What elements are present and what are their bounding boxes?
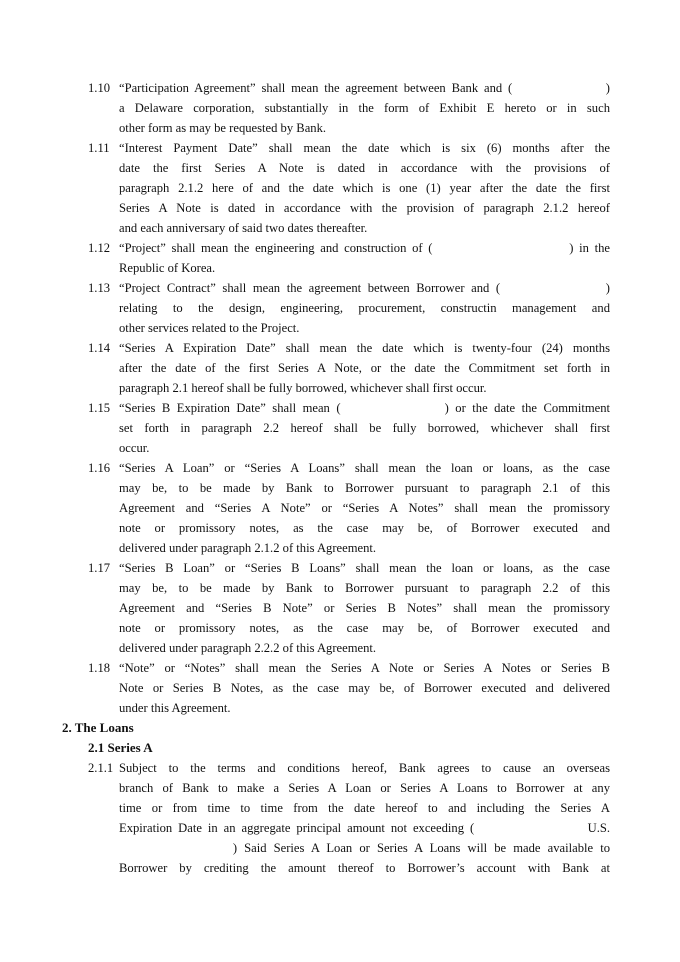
- definition-1-18-line: Note or Series B Notes, as the case may be, of Borrower executed and delivered: [119, 681, 610, 695]
- definition-1-13-line: relating to the design, engineering, procurement, constructin management and: [119, 301, 610, 315]
- definition-1-16-line: note or promissory notes, as the case may be, of Borrower executed and: [119, 521, 610, 535]
- definition-1-14-line: after the date of the first Series A Note, or the date the Commitment set forth in: [119, 361, 610, 375]
- definition-1-16-line: may be, to be made by Bank to Borrower pursuant to paragraph 2.1 of this: [119, 481, 610, 495]
- definition-1-15-number: 1.15: [88, 401, 111, 415]
- definition-1-13-number: 1.13: [88, 281, 111, 295]
- definition-1-11-number: 1.11: [88, 141, 110, 155]
- definition-1-17-line: Agreement and “Series B Note” or Series B Notes” shall mean the promissory: [119, 601, 610, 615]
- clause-2-1-1-line: Borrower by crediting the amount thereof to Borrower’s account with Bank at: [119, 861, 610, 875]
- definition-1-17-line: note or promissory notes, as the case may be, of Borrower executed and: [119, 621, 610, 635]
- definition-1-13-line: other services related to the Project.: [119, 321, 300, 335]
- definition-1-11-line: Series A Note is dated in accordance with the provision of paragraph 2.1.2 hereof: [119, 201, 610, 215]
- definition-1-11-line: date the first Series A Note is dated in accordance with the provisions of: [119, 161, 610, 175]
- definition-1-11-line: paragraph 2.1.2 here of and the date which is one (1) year after the date the first: [119, 181, 610, 195]
- definition-1-10-line: “Participation Agreement” shall mean the agreement between Bank and ( ): [119, 81, 610, 95]
- definition-1-13-line: “Project Contract” shall mean the agreement between Borrower and ( ): [119, 281, 610, 295]
- section-heading: 2. The Loans: [62, 720, 134, 735]
- definition-1-14-line: paragraph 2.1 hereof shall be fully borrowed, whichever shall first occur.: [119, 381, 487, 395]
- definition-1-10-line: a Delaware corporation, substantially in the form of Exhibit E hereto or in such: [119, 101, 610, 115]
- clause-2-1-1-line: time or from time to time from the date hereof to and including the Series A: [119, 801, 610, 815]
- definition-1-16-line: Agreement and “Series A Note” or “Series A Notes” shall mean the promissory: [119, 501, 610, 515]
- definition-1-15-line: set forth in paragraph 2.2 hereof shall be fully borrowed, whichever shall first: [119, 421, 610, 435]
- definition-1-10-line: other form as may be requested by Bank.: [119, 121, 327, 135]
- definition-1-17-number: 1.17: [88, 561, 111, 575]
- definition-1-15-line: “Series B Expiration Date” shall mean ( ) or the date the Commitment: [119, 401, 610, 415]
- clause-2-1-1-line: ) Said Series A Loan or Series A Loans will be made available to: [119, 841, 610, 855]
- clause-2-1-1-line: branch of Bank to make a Series A Loan or Series A Loans to Borrower at any: [119, 781, 610, 795]
- definition-1-17-line: delivered under paragraph 2.2.2 of this Agreement.: [119, 641, 377, 655]
- definition-1-12-line: Republic of Korea.: [119, 261, 216, 275]
- definition-1-16-number: 1.16: [88, 461, 111, 475]
- definition-1-16-line: “Series A Loan” or “Series A Loans” shall mean the loan or loans, as the case: [119, 461, 610, 475]
- definition-1-18-number: 1.18: [88, 661, 111, 675]
- definition-1-15-line: occur.: [119, 441, 150, 455]
- clause-2-1-1-line: Subject to the terms and conditions hereof, Bank agrees to cause an overseas: [119, 761, 610, 775]
- definition-1-14-number: 1.14: [88, 341, 111, 355]
- definition-1-17-line: “Series B Loan” or “Series B Loans” shall mean the loan or loans, as the case: [119, 561, 610, 575]
- definition-1-11-line: and each anniversary of said two dates thereafter.: [119, 221, 368, 235]
- definition-1-10-number: 1.10: [88, 81, 111, 95]
- definition-1-16-line: delivered under paragraph 2.1.2 of this Agreement.: [119, 541, 377, 555]
- definition-1-18-line: under this Agreement.: [119, 701, 231, 715]
- definition-1-12-line: “Project” shall mean the engineering and construction of ( ) in the: [119, 241, 610, 255]
- clause-2-1-1-number: 2.1.1: [88, 761, 114, 775]
- clause-2-1-1-line: Expiration Date in an aggregate principal amount not exceeding ( U.S.: [119, 821, 610, 835]
- subsection-heading: 2.1 Series A: [88, 740, 153, 755]
- definition-1-17-line: may be, to be made by Bank to Borrower pursuant to paragraph 2.2 of this: [119, 581, 610, 595]
- definition-1-11-line: “Interest Payment Date” shall mean the date which is six (6) months after the: [119, 141, 610, 155]
- definition-1-18-line: “Note” or “Notes” shall mean the Series A Note or Series A Notes or Series B: [119, 661, 610, 675]
- definition-1-14-line: “Series A Expiration Date” shall mean the date which is twenty-four (24) months: [119, 341, 610, 355]
- definition-1-12-number: 1.12: [88, 241, 111, 255]
